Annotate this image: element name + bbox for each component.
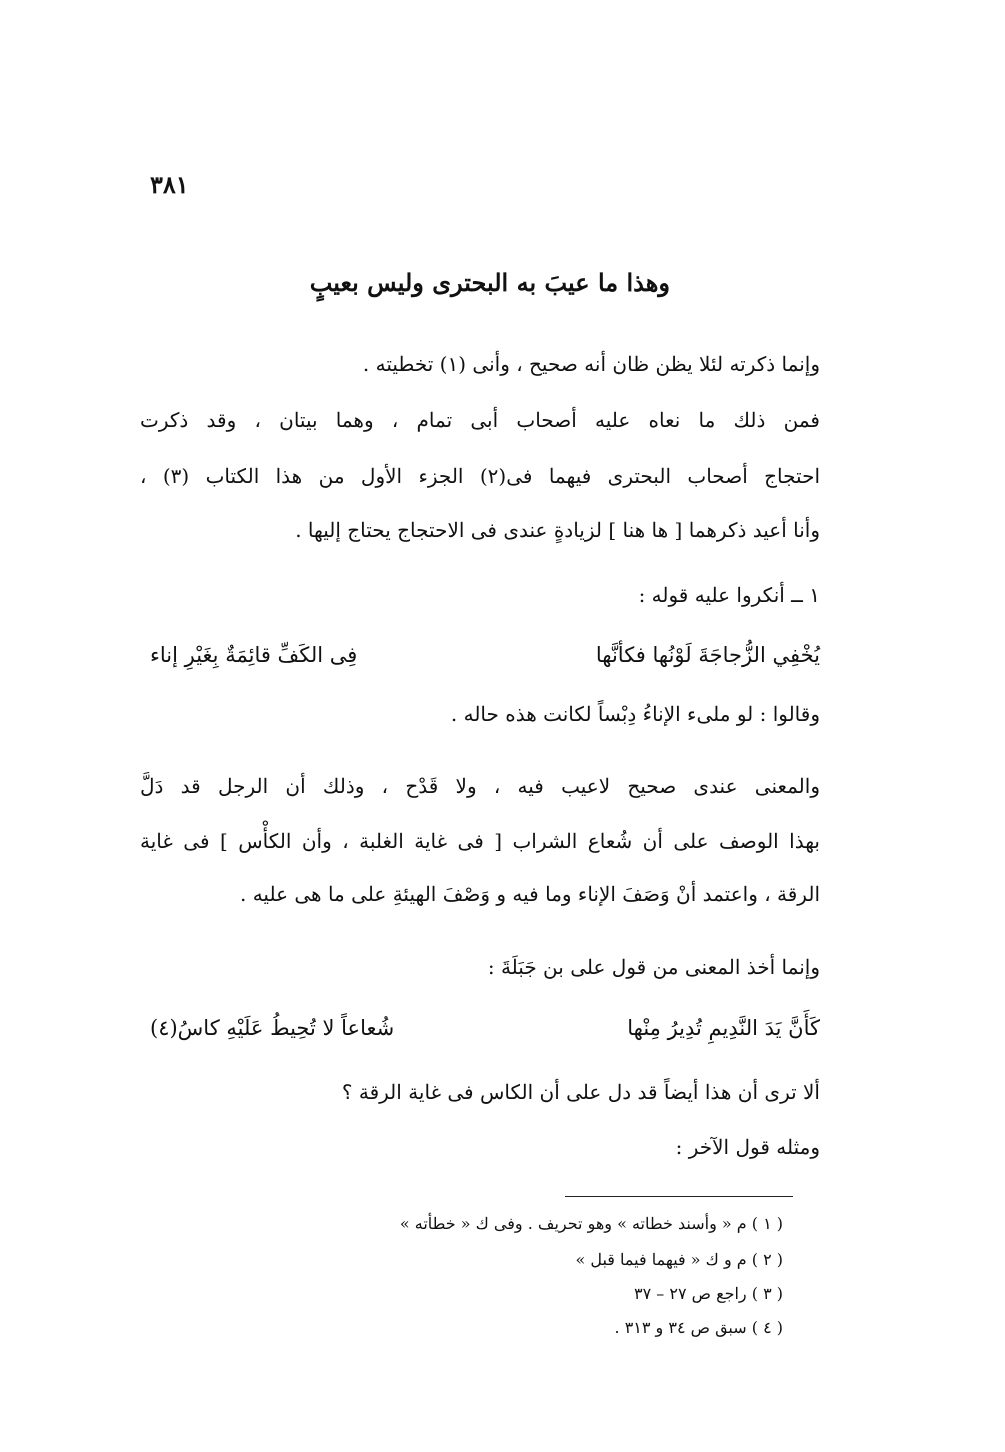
- verse-1: [150, 643, 820, 677]
- paragraph-6: وإنما أخذ المعنى من قول على بن جَبَلَةَ :: [487, 955, 820, 979]
- paragraph-1: وإنما ذكرته لئلا يظن ظان أنه صحيح ، وأنى (١) تخطيته .: [362, 352, 820, 376]
- paragraph-2-line-3: وأنا أعيد ذكرهما [ ها هنا ] لزيادةٍ عندى فى الاحتجاج يحتاج إليها .: [295, 518, 820, 542]
- paragraph-2-line-2: احتجاج أصحاب البحترى فيهما فى(٢) الجزء الأول من هذا الكتاب (٣) ،: [140, 464, 821, 488]
- paragraph-4: وقالوا : لو ملىء الإناءُ دِبْساً لكانت هذه حاله .: [450, 702, 820, 726]
- footnote-1: ( ١ ) م « وأسند خطاته » وهو تحريف . وفى ك « خطأته »: [399, 1214, 783, 1233]
- footnote-2: ( ٢ ) م و ك « فيهما فيما قبل »: [575, 1250, 783, 1269]
- verse-2: [150, 1016, 820, 1050]
- footnote-3: ( ٣ ) راجع ص ٢٧ – ٣٧: [634, 1284, 783, 1303]
- verse-2-first-hemistich: كَأَنَّ يَدَ النَّدِيمِ تُدِيرُ مِنْها: [627, 1016, 820, 1040]
- verse-1-first-hemistich: يُخْفِي الزُّجاجَةَ لَوْنُها فكأنَّها: [595, 643, 820, 667]
- footnote-4: ( ٤ ) سبق ص ٣٤ و ٣١٣ .: [614, 1318, 783, 1337]
- paragraph-8: ومثله قول الآخر :: [675, 1135, 820, 1159]
- footnote-separator: [565, 1196, 793, 1197]
- paragraph-5-line-3: الرقة ، واعتمد أنْ وَصَفَ الإناء وما فيه و وَصْفَ الهيئةِ على ما هى عليه .: [239, 882, 820, 906]
- verse-2-second-hemistich: شُعاعاً لا تُحِيطُ عَلَيْهِ كاسُ(٤): [150, 1016, 395, 1040]
- paragraph-5-line-2: بهذا الوصف على أن شُعاع الشراب [ فى غاية الغلبة ، وأن الكأْس ] فى غاية: [140, 829, 820, 853]
- paragraph-7: ألا ترى أن هذا أيضاً قد دل على أن الكاس فى غاية الرقة ؟: [341, 1080, 820, 1104]
- page-number: ٣٨١: [150, 170, 189, 199]
- paragraph-5-line-1: والمعنى عندى صحيح لاعيب فيه ، ولا قَدْح ، وذلك أن الرجل قد دَلَّ: [140, 774, 820, 798]
- verse-1-second-hemistich: فِى الكَفِّ قائِمَةٌ بِغَيْرِ إناء: [150, 643, 358, 667]
- paragraph-3: ١ ــ أنكروا عليه قوله :: [638, 583, 820, 607]
- paragraph-2-line-1: فمن ذلك ما نعاه عليه أصحاب أبى تمام ، وهما بيتان ، وقد ذكرت: [140, 408, 820, 432]
- section-title: وهذا ما عيبَ به البحترى وليس بعيبٍ: [309, 268, 670, 297]
